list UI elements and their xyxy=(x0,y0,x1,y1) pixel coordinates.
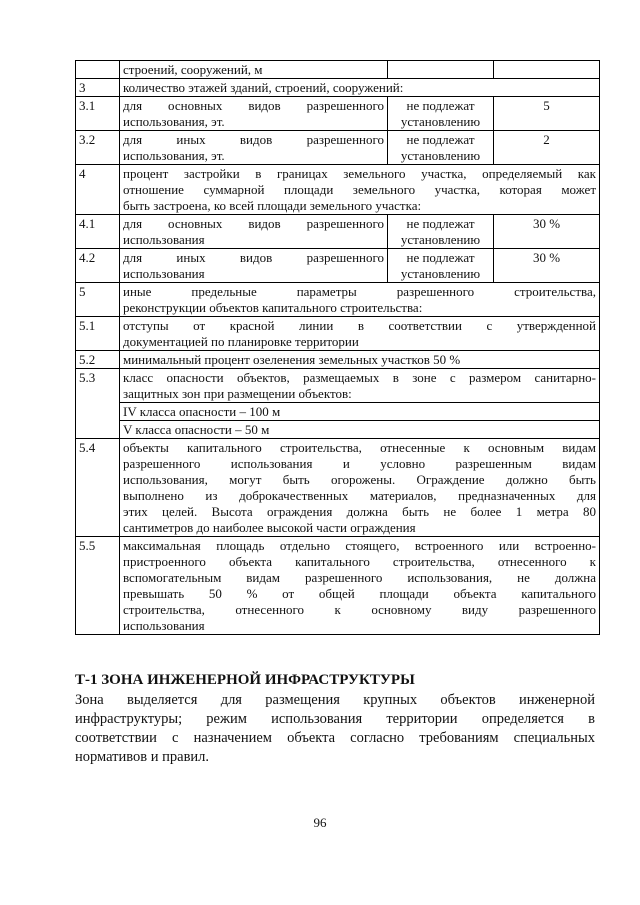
paragraph-line: нормативов и правил. xyxy=(75,749,210,765)
row-number-cell: 3.2 xyxy=(76,131,120,165)
table-row xyxy=(76,421,600,439)
row-text-cell: V класса опасности – 50 м xyxy=(120,421,600,439)
status-cell: не подлежат установлению xyxy=(388,97,494,131)
row-text-cell: для основных видов разрешенного использования, эт. xyxy=(120,97,388,131)
row-number-cell: 5.1 xyxy=(76,317,120,351)
row-text-cell: объекты капитального строительства, отнесенные к основным видам разрешенного использования и условно разрешенным видам использования, могут быть огорожены. Ограждение должно быть выполнено из доброкачественных материалов, предназначенных для этих целей. Высота ограждения должна быть не более 1 метра 80 сантиметров до наиболее высокой части ограждения xyxy=(120,439,600,537)
value-cell: 5 xyxy=(494,97,600,131)
row-number-cell: 3 xyxy=(76,79,120,97)
row-text-cell: IV класса опасности – 100 м xyxy=(120,403,600,421)
table-row xyxy=(76,97,600,131)
table-row xyxy=(76,403,600,421)
row-text-cell: для иных видов разрешенного использования, эт. xyxy=(120,131,388,165)
row-text-cell: отступы от красной линии в соответствии с утвержденной документацией по планировке территории xyxy=(120,317,600,351)
section-paragraph xyxy=(75,691,595,767)
row-text-cell: максимальная площадь отдельно стоящего, встроенного или встроенно- пристроенного объекта капитального строительства, отнесенного к вспомогательным видам разрешенного использования, не должна превышать 50 % от общей площади объекта капитального строительства, отнесенного к основному виду разрешенного использования xyxy=(120,537,600,635)
row-text-cell: количество этажей зданий, строений, сооружений: xyxy=(120,79,600,97)
row-number-cell: 5 xyxy=(76,283,120,317)
row-number-cell: 4 xyxy=(76,165,120,215)
row-number-cell: 3.1 xyxy=(76,97,120,131)
table-row xyxy=(76,249,600,283)
status-cell: не подлежат установлению xyxy=(388,131,494,165)
row-number-cell: 4.2 xyxy=(76,249,120,283)
value-cell: 30 % xyxy=(494,249,600,283)
row-text-cell: процент застройки в границах земельного участка, определяемый как отношение суммарной площади земельного участка, которая может быть застроена, ко всей площади земельного участка: xyxy=(120,165,600,215)
value-cell: 30 % xyxy=(494,215,600,249)
table-row xyxy=(76,79,600,97)
value-cell: 2 xyxy=(494,131,600,165)
row-number-cell: 4.1 xyxy=(76,215,120,249)
table-row xyxy=(76,351,600,369)
row-number-cell: 5.3 xyxy=(76,369,120,439)
table-row xyxy=(76,369,600,403)
row-number-cell xyxy=(76,61,120,79)
row-number-cell: 5.5 xyxy=(76,537,120,635)
status-cell: не подлежат установлению xyxy=(388,249,494,283)
page-number: 96 xyxy=(313,815,327,830)
row-number-cell: 5.4 xyxy=(76,439,120,537)
table-row xyxy=(76,439,600,537)
row-text-cell: минимальный процент озеленения земельных участков 50 % xyxy=(120,351,600,369)
paragraph-line: соответствии с назначением объекта согласно требованиям специальных xyxy=(75,730,595,746)
table-row xyxy=(76,165,600,215)
row-number-cell: 5.2 xyxy=(76,351,120,369)
table-row xyxy=(76,61,600,79)
table-row xyxy=(76,317,600,351)
table-row xyxy=(76,283,600,317)
row-text-cell: для иных видов разрешенного использования xyxy=(120,249,388,283)
table-row xyxy=(76,215,600,249)
table-row xyxy=(76,537,600,635)
row-text-cell: класс опасности объектов, размещаемых в зоне с размером санитарно- защитных зон при размещении объектов: xyxy=(120,369,600,403)
row-text-cell: строений, сооружений, м xyxy=(120,61,388,79)
row-text-cell: для основных видов разрешенного использования xyxy=(120,215,388,249)
paragraph-line: инфраструктуры; режим использования территории определяется в xyxy=(75,711,595,727)
row-text-cell: иные предельные параметры разрешенного строительства, реконструкции объектов капитального строительства: xyxy=(120,283,600,317)
paragraph-line: Зона выделяется для размещения крупных объектов инженерной xyxy=(75,692,595,708)
section-heading: Т-1 ЗОНА ИНЖЕНЕРНОЙ ИНФРАСТРУКТУРЫ xyxy=(75,672,415,688)
table-row xyxy=(76,131,600,165)
regulations-table xyxy=(75,60,600,635)
status-cell: не подлежат установлению xyxy=(388,215,494,249)
